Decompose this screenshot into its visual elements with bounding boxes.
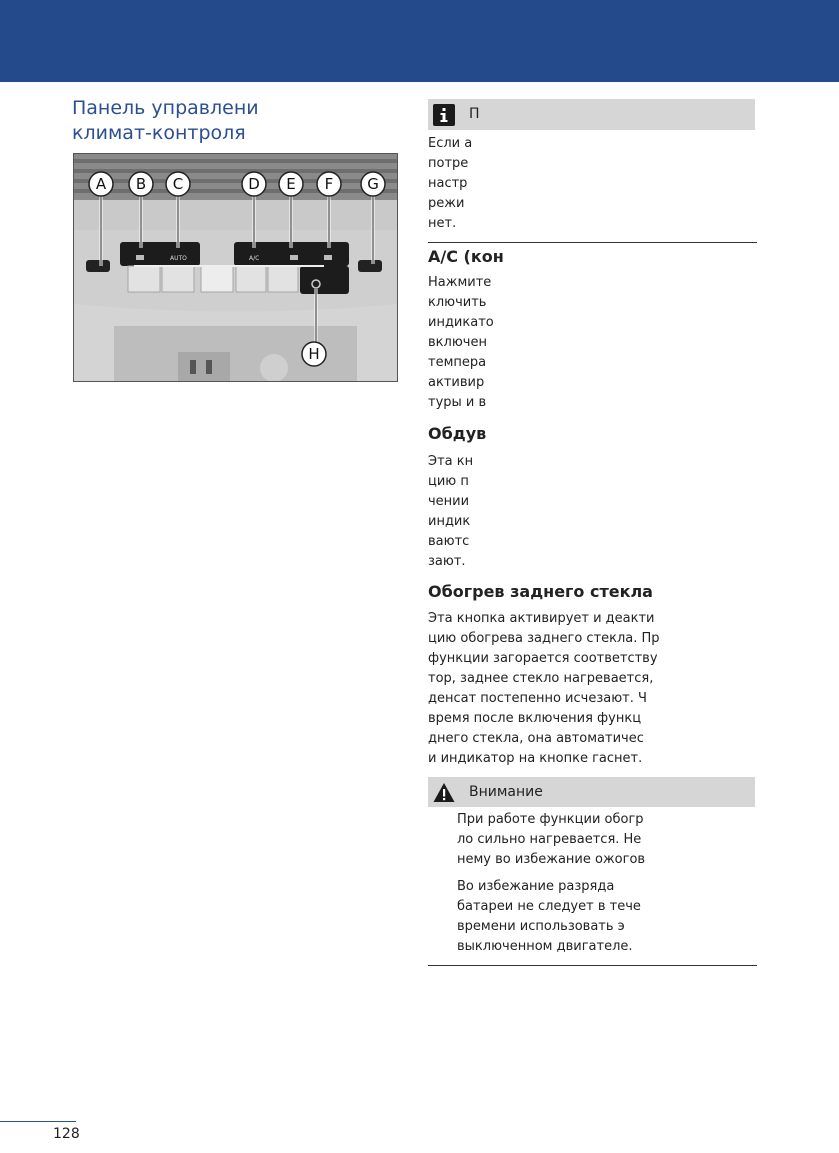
text-line: режи [428, 196, 465, 211]
callout-b: B [135, 175, 147, 193]
text-line: нему во избежание ожогов [457, 852, 646, 867]
text-line: денсат постепенно исчезают. Ч [428, 691, 647, 706]
page-number: 128 [53, 1126, 80, 1142]
warning-icon [433, 782, 455, 804]
callout-d: D [248, 175, 260, 193]
text-line: днего стекла, она автоматичес [428, 731, 644, 746]
text-line: цию п [428, 474, 469, 489]
climate-panel-illustration [74, 154, 397, 381]
text-line: настр [428, 176, 468, 191]
text-line: ло сильно нагревается. Не [457, 832, 642, 847]
text-line: активир [428, 375, 485, 390]
text-line: При работе функции обогр [457, 812, 644, 827]
text-line: Если а [428, 136, 473, 151]
text-line: времени использовать э [457, 919, 625, 934]
callout-c: C [172, 175, 184, 193]
text-line: тор, заднее стекло нагревается, [428, 671, 654, 686]
section-title-line: Панель управлени [72, 97, 259, 119]
text-line: включен [428, 335, 487, 350]
text-line: индик [428, 514, 471, 529]
callout-g: G [367, 175, 379, 193]
text-line: Нажмите [428, 275, 492, 290]
button-label-auto: AUTO [170, 255, 187, 262]
callout-e: E [286, 175, 296, 193]
rear-heat-text [428, 609, 660, 769]
text-line: Эта кн [428, 454, 474, 469]
text-line: зают. [428, 554, 466, 569]
text-line: цию обогрева заднего стекла. Пр [428, 631, 660, 646]
info-box-header [428, 99, 755, 130]
text-line: функции загорается соответству [428, 651, 658, 666]
callout-a: A [95, 175, 107, 193]
text-line: Во избежание разряда [457, 879, 615, 894]
text-line: индикато [428, 315, 494, 330]
rear-heat-heading: Обогрев заднего стекла [428, 582, 653, 601]
warning-box-title: Внимание [469, 784, 543, 800]
ac-text [428, 273, 494, 413]
divider [428, 965, 757, 966]
climate-panel-figure [73, 153, 398, 382]
text-line: выключенном двигателе. [457, 939, 633, 954]
warning-text-1 [457, 810, 645, 870]
warning-box-header [428, 777, 755, 807]
callout-f: F [324, 175, 334, 193]
text-line: время после включения функц [428, 711, 642, 726]
section-title-line: климат-контроля [72, 122, 246, 144]
defrost-text [428, 452, 473, 572]
text-line: темпера [428, 355, 487, 370]
info-icon [433, 104, 455, 126]
text-line: ваютс [428, 534, 470, 549]
info-box-title: П [469, 106, 480, 122]
divider [428, 242, 757, 243]
text-line: ключить [428, 295, 487, 310]
text-line: чении [428, 494, 470, 509]
warning-text-2 [457, 877, 641, 957]
text-line: потре [428, 156, 469, 171]
ac-heading: A/C (кон [428, 247, 504, 266]
footer-rule [0, 1121, 76, 1122]
section-title [72, 96, 392, 146]
text-line: нет. [428, 216, 457, 231]
defrost-heading: Обдув [428, 424, 487, 443]
button-label-ac: A/C [249, 255, 260, 262]
info-box-text [428, 134, 472, 234]
text-line: туры и в [428, 395, 487, 410]
text-line: и индикатор на кнопке гаснет. [428, 751, 643, 766]
callout-h: H [308, 345, 320, 363]
header-band [0, 0, 839, 82]
text-line: Эта кнопка активирует и деакти [428, 611, 655, 626]
text-line: батареи не следует в тече [457, 899, 641, 914]
